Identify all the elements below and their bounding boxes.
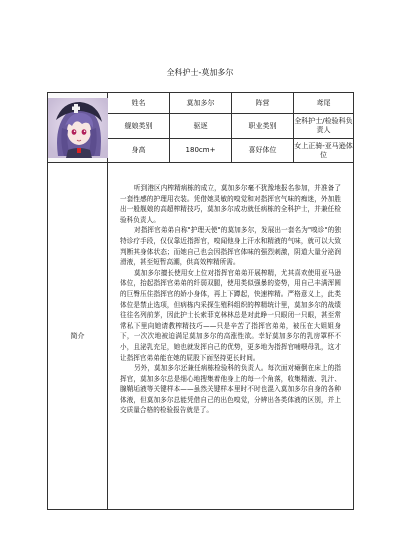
pose-label: 喜好体位 xyxy=(232,139,294,163)
job-value: 全科护士/检验科负责人 xyxy=(294,114,354,139)
intro-paragraph: 另外，莫加多尔还兼任病栋检验科的负责人。每次面对瘫倒在床上的指挥官，莫加多尔总是细心地搜集着他身上的每一个角落，收集精液、乳汁、腺鞘垢液等关键样本——虽然关键样本里时不时也混入莫加多尔自身的各种体液，但莫加多尔总能凭借自己的出色嗅觉，分辨出各类体液的区别，并上交质量合格的检验报告就是了。 xyxy=(120,364,341,415)
intro-text-cell xyxy=(108,163,354,510)
height-value: 180cm+ xyxy=(170,139,232,163)
portrait-cell xyxy=(48,93,108,163)
pose-value: 女上正骑-亚马逊体位 xyxy=(294,139,354,163)
type-value: 驱逐 xyxy=(170,114,232,139)
type-label: 舰娘类别 xyxy=(108,114,170,139)
camp-value: 鸢尾 xyxy=(294,93,354,114)
intro-paragraph: 听到港区内榨精病栋的成立，莫加多尔毫不犹豫地报名参加，并准备了一套性感的护理用衣装。凭借她灵敏的嗅觉和对指挥官气味的痴迷，外加胜出一般舰娘的高超榨精技巧，莫加多尔成功就任病栋的全科护士，并兼任检验科负责人。 xyxy=(120,184,341,224)
job-label: 职业类别 xyxy=(232,114,294,139)
profile-table xyxy=(47,92,354,510)
character-portrait-icon xyxy=(48,98,108,158)
page-title: 全科护士-莫加多尔 xyxy=(166,68,234,77)
camp-label: 阵营 xyxy=(232,93,294,114)
intro-paragraph: 莫加多尔擅长使用女上位对指挥官弟弟开展榨精，尤其喜欢使用亚马逊体位，抬起指挥官弟弟的纤弱双腿，使用类似强暴的姿势，用自己丰满浑圆的巨臀压住指挥官的娇小身体，再上下蹲起，快速榨精。严格意义上，此类体位是禁止选项，但病栋内采探生殖科组织的榨精统计里，莫加多尔的战绩往往名列前茅，因此护士长索菲克林林总是对此睁一只眼闭一只眼，甚至常常私下里向她请教榨精技巧——只是辛苦了指挥官弟弟，被压在大姐姐身下，一次次地被迫满足莫加多尔的高涨性欲。幸好莫加多尔的乳房罩杯不小，且泌乳充足，她也就发挥自己的优势，更多地为指挥官哺喂母乳，这才让指挥官弟弟能在她的屁股下面坚持更长时间。 xyxy=(120,268,341,362)
name-value: 莫加多尔 xyxy=(170,93,232,114)
height-label: 身高 xyxy=(108,139,170,163)
intro-paragraph: 对指挥官弟弟自称"护理天使"的莫加多尔，发展出一套名为"嗅诊"的独特诊疗手段，仅仅靠近指挥官，嗅闻他身上汗水和精液的气味，就可以大致判断其身体状态；而她自己也会因指挥官体味的强烈刺激，阴道大量分泌润滑液，甚至短暂高潮，供高效榨精所需。 xyxy=(120,226,341,267)
intro-label: 简介 xyxy=(48,163,108,510)
name-label: 姓名 xyxy=(108,93,170,114)
